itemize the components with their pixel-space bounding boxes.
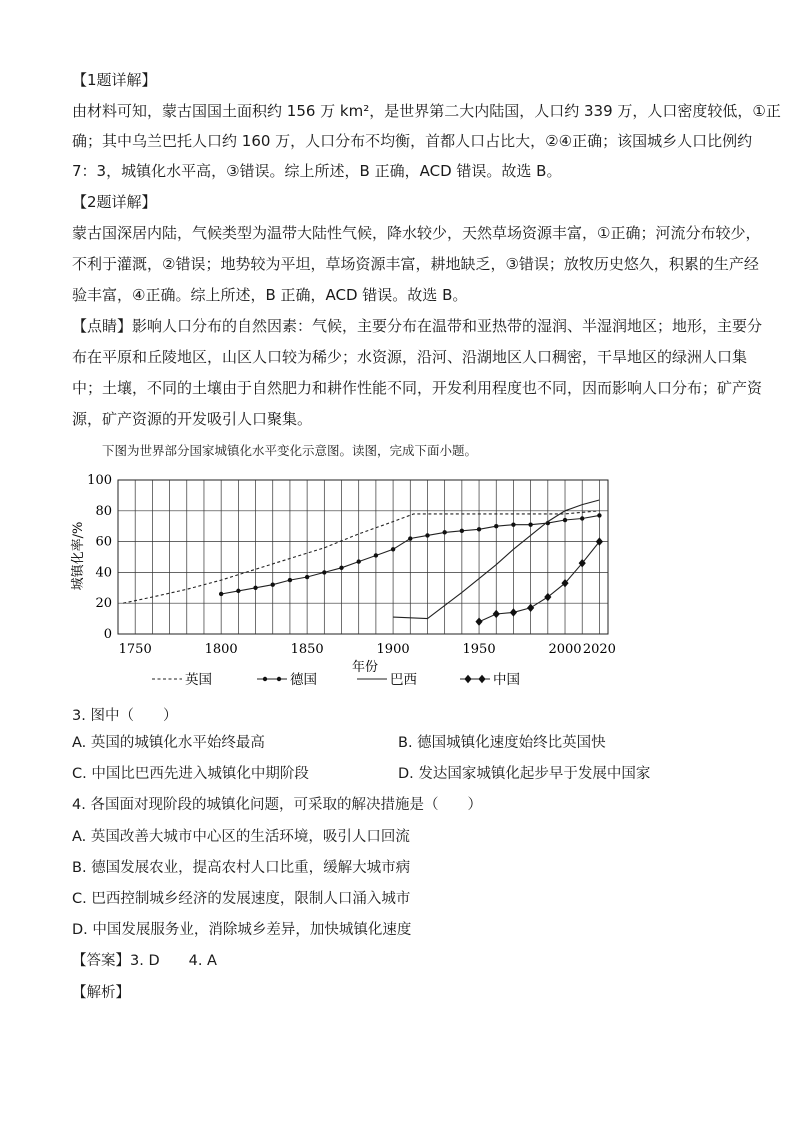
data-point-dot	[277, 677, 281, 681]
plot-frame	[118, 480, 608, 634]
x-tick-label: 1900	[376, 642, 410, 657]
data-point-dot	[477, 527, 481, 531]
paragraph-line: 蒙古国深居内陆，气候类型为温带大陆性气候，降水较少，天然草场资源丰富，①正确；河流分布较少，	[72, 224, 761, 242]
x-tick-label: 1800	[204, 642, 238, 657]
x-tick-label: 1850	[290, 642, 324, 657]
data-point-dot	[236, 589, 240, 593]
legend-label: 巴西	[390, 672, 417, 688]
data-point-diamond	[527, 604, 534, 612]
y-tick-label: 80	[95, 503, 112, 519]
series-中国	[475, 537, 603, 625]
answer-tag: 【答案】	[72, 953, 130, 969]
paragraph-line: 【点睛】影响人口分布的自然因素：气候，主要分布在温带和亚热带的湿润、半湿润地区；地形，主要分	[72, 317, 763, 335]
y-tick-label: 0	[103, 627, 112, 642]
x-tick-label: 2020	[582, 642, 616, 657]
x-tick-label: 1750	[118, 642, 152, 657]
data-point-diamond	[544, 593, 551, 601]
legend-label: 德国	[290, 672, 317, 688]
y-tick-label: 40	[95, 565, 112, 581]
y-tick-label: 100	[87, 473, 112, 488]
data-point-diamond	[493, 610, 500, 618]
chart-grid	[118, 480, 608, 634]
paragraph-line: 源，矿产资源的开发吸引人口聚集。	[72, 410, 313, 428]
question-4-option-a: A. 英国改善大城市中心区的生活环境，吸引人口回流	[72, 829, 410, 845]
question-4-option-b: B. 德国发展农业，提高农村人口比重，缓解大城市病	[72, 860, 411, 876]
data-point-dot	[580, 516, 584, 520]
legend-item	[460, 671, 520, 688]
question-3-option-c: C. 中国比巴西先进入城镇化中期阶段	[72, 766, 309, 782]
y-tick-label: 20	[95, 596, 112, 612]
data-point-dot	[511, 522, 515, 526]
figure-lead-text: 下图为世界部分国家城镇化水平变化示意图。读图，完成下面小题。	[102, 443, 478, 458]
data-point-dot	[528, 522, 532, 526]
paragraph-line: 7：3，城镇化水平高，③错误。综上所述，B 正确，ACD 错误。故选 B。	[72, 162, 562, 180]
analysis-heading: 【解析】	[72, 985, 130, 1001]
series-line	[479, 542, 599, 622]
paragraph-line: 确；其中乌兰巴托人口约 160 万，人口分布不均衡，首都人口占比大，②④正确；该国城乡人口比例约	[72, 132, 753, 150]
paragraph-line: 验丰富，④正确。综上所述，B 正确，ACD 错误。故选 B。	[72, 286, 468, 304]
data-point-dot	[408, 536, 412, 540]
y-axis-label: 城镇化率/%	[71, 521, 86, 591]
data-point-dot	[597, 513, 601, 517]
data-point-dot	[357, 559, 361, 563]
data-point-diamond	[510, 608, 517, 616]
question-3-option-b: B. 德国城镇化速度始终比英国快	[398, 735, 606, 751]
data-point-dot	[253, 586, 257, 590]
heading-q2-detail: 【2题详解】	[72, 193, 157, 211]
data-point-diamond	[475, 617, 482, 625]
question-3-stem: 3. 图中（ ）	[72, 708, 178, 724]
data-point-dot	[305, 575, 309, 579]
data-point-dot	[442, 530, 446, 534]
data-point-dot	[391, 547, 395, 551]
data-point-dot	[271, 583, 275, 587]
data-point-dot	[263, 677, 267, 681]
question-4-option-c: C. 巴西控制城乡经济的发展速度，限制人口涌入城市	[72, 891, 411, 907]
data-point-dot	[460, 529, 464, 533]
x-tick-label: 1950	[462, 642, 496, 657]
answer-value: 3. D 4. A	[130, 953, 217, 969]
question-4-stem: 4. 各国面对现阶段的城镇化问题，可采取的解决措施是（ ）	[72, 797, 482, 813]
chart-series	[123, 500, 603, 626]
chart-legend	[152, 671, 520, 688]
paragraph-line: 中；土壤，不同的土壤由于自然肥力和耕作性能不同，开发利用程度也不同，因而影响人口分布；矿产资	[72, 379, 763, 397]
question-3-option-d: D. 发达国家城镇化起步早于发展中国家	[398, 766, 651, 782]
data-point-dot	[374, 553, 378, 557]
data-point-dot	[339, 566, 343, 570]
question-4-option-d: D. 中国发展服务业，消除城乡差异，加快城镇化速度	[72, 922, 412, 938]
data-point-dot	[322, 570, 326, 574]
x-axis-label: 年份	[351, 660, 379, 675]
y-tick-label: 60	[95, 534, 112, 550]
paragraph-line: 不利于灌溉，②错误；地势较为平坦，草场资源丰富，耕地缺乏，③错误；放牧历史悠久，积累的生产经	[72, 255, 759, 273]
legend-item	[257, 672, 317, 688]
data-point-dot	[219, 592, 223, 596]
data-point-diamond	[464, 675, 471, 683]
data-point-dot	[425, 533, 429, 537]
urbanization-chart	[60, 466, 640, 700]
data-point-diamond	[478, 675, 485, 683]
paragraph-line: 布在平原和丘陵地区，山区人口较为稀少；水资源，沿河、沿湖地区人口稠密，干旱地区的绿洲人口集	[72, 348, 748, 366]
legend-label: 英国	[185, 672, 212, 688]
answer-line	[72, 951, 217, 971]
legend-item	[152, 672, 212, 688]
legend-label: 中国	[493, 672, 520, 688]
heading-q1-detail: 【1题详解】	[72, 71, 157, 89]
x-tick-label: 2000	[548, 642, 582, 657]
data-point-dot	[288, 578, 292, 582]
chart-tick-labels	[87, 473, 616, 657]
data-point-dot	[563, 518, 567, 522]
data-point-dot	[494, 524, 498, 528]
question-3-option-a: A. 英国的城镇化水平始终最高	[72, 735, 265, 751]
paragraph-line: 由材料可知，蒙古国国土面积约 156 万 km²，是世界第二大内陆国，人口约 339 万，人口密度较低，①正	[72, 102, 781, 120]
